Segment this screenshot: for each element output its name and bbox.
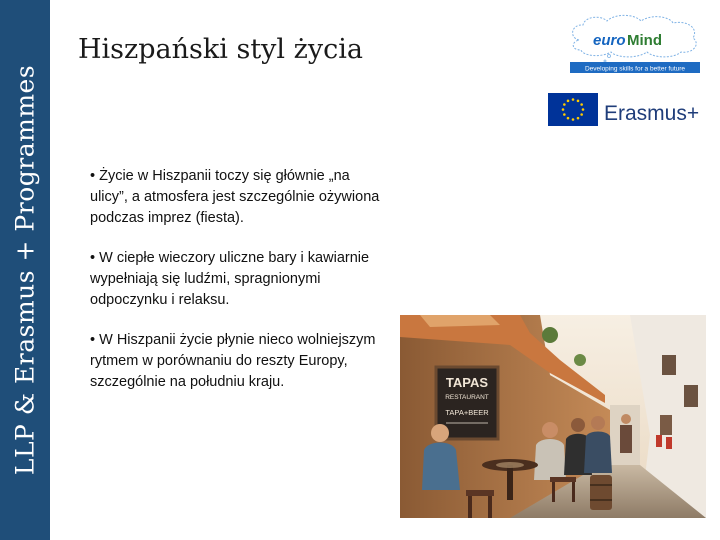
person-body xyxy=(620,425,632,453)
euro-word: euro xyxy=(593,32,626,49)
eu-star-icon xyxy=(572,98,575,101)
table-items xyxy=(496,462,524,468)
eu-star-icon xyxy=(577,100,580,103)
chair-leg xyxy=(468,496,472,518)
bullet-item: • W ciepłe wieczory uliczne bary i kawiarnie wypełniają się ludźmi, spragnionymi odpoczynku i relaksu. xyxy=(90,250,370,308)
eu-star-icon xyxy=(567,100,570,103)
chair-leg xyxy=(552,482,555,502)
window xyxy=(684,385,698,407)
tapas-sign-text: TAPAS xyxy=(445,375,489,390)
person-body xyxy=(422,443,460,491)
erasmus-plus-logo xyxy=(548,90,713,130)
bullet-list xyxy=(90,166,380,412)
eu-star-icon xyxy=(563,103,566,106)
sidebar-band xyxy=(0,0,50,540)
eu-star-icon xyxy=(577,117,580,120)
sidebar-programme-label: LLP & Erasmus + Programmes xyxy=(10,64,40,476)
eu-star-icon xyxy=(562,108,565,111)
person-body xyxy=(584,432,612,474)
chair-leg xyxy=(488,496,492,518)
table-leg xyxy=(507,465,513,500)
awning-light xyxy=(420,315,500,327)
eu-star-icon xyxy=(580,103,583,106)
eu-flag-icon xyxy=(548,93,598,126)
mind-word: Mind xyxy=(627,32,662,49)
person-head xyxy=(571,418,585,432)
tapas-sign-subtext: RESTAURANT xyxy=(445,394,489,401)
street-cafe-photo xyxy=(400,315,706,518)
planter xyxy=(656,435,662,447)
eu-star-icon xyxy=(582,108,585,111)
eu-star-icon xyxy=(563,113,566,116)
plant xyxy=(542,327,558,343)
slide-title: Hiszpański styl życia xyxy=(78,34,363,65)
chair xyxy=(550,477,576,482)
eu-star-icon xyxy=(580,113,583,116)
barrel xyxy=(590,475,612,510)
cloud-bubble xyxy=(608,55,611,58)
erasmus-wordmark: Erasmus+ xyxy=(604,102,700,125)
person-head xyxy=(591,416,605,430)
euromind-logo xyxy=(565,12,705,76)
person-head xyxy=(621,414,631,424)
bullet-item: • Życie w Hiszpanii toczy się głównie „na ulicy”, a atmosfera jest szczególnie ożywiona podczas imprez (fiesta). xyxy=(90,168,380,226)
person-head xyxy=(431,424,449,442)
chair xyxy=(466,490,494,496)
cloud-bubble xyxy=(604,60,606,62)
bullet-item: • W Hiszpanii życie płynie nieco wolniejszym rytmem w porównaniu do reszty Europy, szczególnie na południu kraju. xyxy=(90,332,376,390)
person-head xyxy=(542,422,558,438)
window xyxy=(662,355,676,375)
plant xyxy=(574,354,586,366)
tapas-sign-subtext: TAPA+BEER xyxy=(445,408,489,417)
eu-star-icon xyxy=(572,118,575,121)
planter xyxy=(666,437,672,449)
chair-leg xyxy=(572,482,575,502)
person-body xyxy=(534,439,566,480)
eu-star-icon xyxy=(567,117,570,120)
window xyxy=(660,415,672,435)
tagline-text: Developing skills for a better future xyxy=(584,65,686,73)
